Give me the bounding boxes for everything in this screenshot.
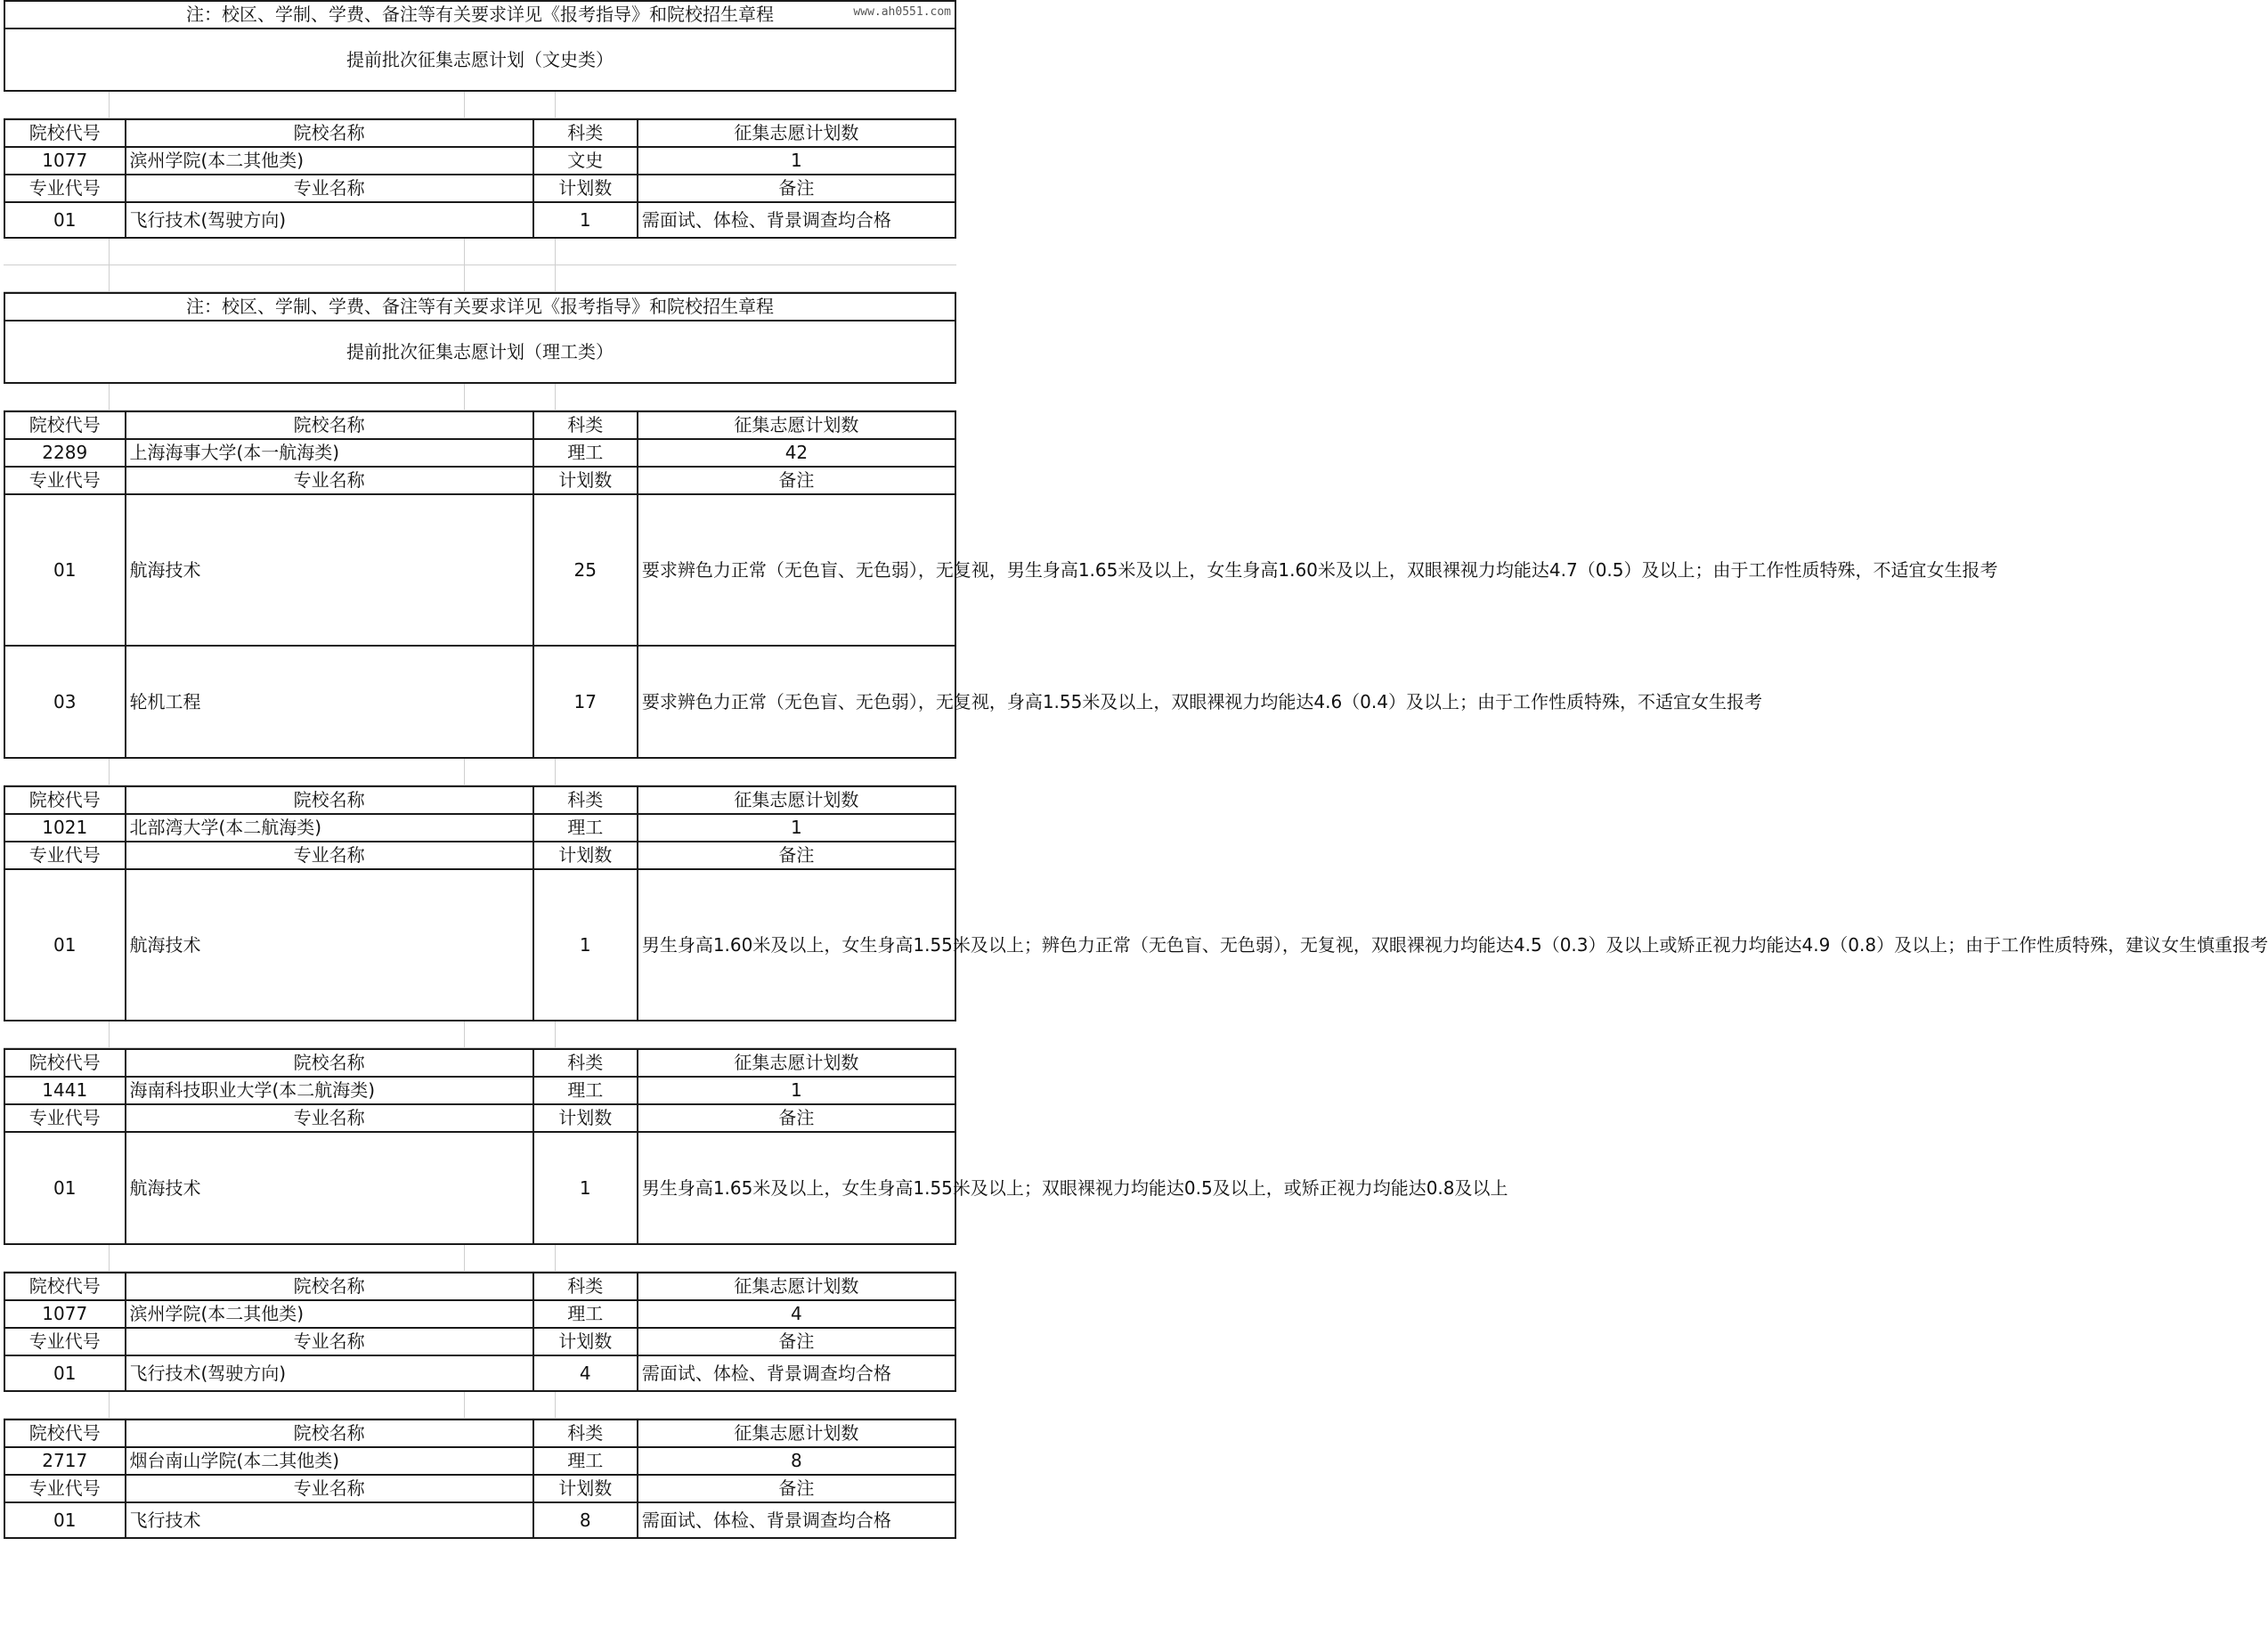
major-code: 03 — [4, 646, 126, 758]
school-code-header: 院校代号 — [4, 1420, 126, 1447]
section-header-table — [4, 0, 956, 92]
remark-header: 备注 — [638, 467, 955, 494]
major-plan-count: 17 — [533, 646, 638, 758]
school-code-header: 院校代号 — [4, 119, 126, 147]
school-name-header: 院校名称 — [126, 1420, 533, 1447]
major-code: 01 — [4, 869, 126, 1021]
major-name: 飞行技术(驾驶方向) — [126, 1355, 533, 1391]
category-header: 科类 — [533, 119, 638, 147]
title-row — [4, 28, 955, 91]
blank-separator-row — [4, 1392, 956, 1419]
blank-separator-row — [4, 239, 956, 265]
school-row — [4, 147, 955, 175]
plan-count-header: 计划数 — [533, 1104, 638, 1132]
school-table — [4, 1272, 956, 1392]
school-header-row — [4, 786, 955, 814]
major-code: 01 — [4, 202, 126, 238]
remark-header: 备注 — [638, 842, 955, 869]
major-plan-count: 8 — [533, 1502, 638, 1538]
major-row — [4, 1355, 955, 1391]
major-name-header: 专业名称 — [126, 1104, 533, 1132]
major-name: 轮机工程 — [126, 646, 533, 758]
school-row — [4, 1447, 955, 1475]
school-plan-total: 42 — [638, 439, 955, 467]
school-name-header: 院校名称 — [126, 411, 533, 439]
school-category: 理工 — [533, 1300, 638, 1328]
major-row — [4, 1502, 955, 1538]
school-name: 海南科技职业大学(本二航海类) — [126, 1077, 533, 1104]
section-note: 注：校区、学制、学费、备注等有关要求详见《报考指导》和院校招生章程 — [4, 293, 955, 321]
school-table — [4, 1048, 1508, 1245]
major-plan-count: 4 — [533, 1355, 638, 1391]
remark-header: 备注 — [638, 1475, 955, 1502]
school-code: 1077 — [4, 1300, 126, 1328]
major-remark: 要求辨色力正常（无色盲、无色弱），无复视，身高1.55米及以上，双眼裸视力均能达4.6（0.4）及以上；由于工作性质特殊，不适宜女生报考 — [638, 646, 955, 758]
school-name: 滨州学院(本二其他类) — [126, 147, 533, 175]
major-header-row — [4, 1328, 955, 1355]
plan-total-header: 征集志愿计划数 — [638, 786, 955, 814]
major-code: 01 — [4, 1132, 126, 1244]
school-name: 烟台南山学院(本二其他类) — [126, 1447, 533, 1475]
school-category: 文史 — [533, 147, 638, 175]
major-code-header: 专业代号 — [4, 842, 126, 869]
plan-total-header: 征集志愿计划数 — [638, 1420, 955, 1447]
school-code: 1021 — [4, 814, 126, 842]
major-name: 航海技术 — [126, 869, 533, 1021]
school-row — [4, 439, 955, 467]
major-code-header: 专业代号 — [4, 175, 126, 202]
school-name: 上海海事大学(本一航海类) — [126, 439, 533, 467]
major-header-row — [4, 1475, 955, 1502]
major-name: 飞行技术 — [126, 1502, 533, 1538]
school-header-row — [4, 1420, 955, 1447]
category-header: 科类 — [533, 786, 638, 814]
school-code-header: 院校代号 — [4, 411, 126, 439]
school-name-header: 院校名称 — [126, 1273, 533, 1300]
school-code: 1441 — [4, 1077, 126, 1104]
school-table — [4, 1419, 956, 1539]
major-code: 01 — [4, 1355, 126, 1391]
blank-separator-row — [4, 1021, 956, 1048]
major-name: 航海技术 — [126, 494, 533, 646]
major-code: 01 — [4, 494, 126, 646]
school-category: 理工 — [533, 814, 638, 842]
major-name-header: 专业名称 — [126, 1328, 533, 1355]
school-table — [4, 785, 2268, 1021]
major-code-header: 专业代号 — [4, 467, 126, 494]
school-category: 理工 — [533, 1077, 638, 1104]
remark-header: 备注 — [638, 1104, 955, 1132]
plan-total-header: 征集志愿计划数 — [638, 1273, 955, 1300]
major-plan-count: 25 — [533, 494, 638, 646]
plan-section — [0, 292, 2268, 1539]
major-plan-count: 1 — [533, 202, 638, 238]
school-name: 北部湾大学(本二航海类) — [126, 814, 533, 842]
major-plan-count: 1 — [533, 1132, 638, 1244]
school-category: 理工 — [533, 1447, 638, 1475]
note-row — [4, 1, 955, 28]
major-name-header: 专业名称 — [126, 467, 533, 494]
section-header-table — [4, 292, 956, 384]
major-row — [4, 869, 955, 1021]
section-title: 提前批次征集志愿计划（文史类） — [4, 28, 955, 91]
school-header-row — [4, 411, 955, 439]
major-plan-count: 1 — [533, 869, 638, 1021]
major-remark: 需面试、体检、背景调查均合格 — [638, 1502, 955, 1538]
major-remark: 需面试、体检、背景调查均合格 — [638, 1355, 955, 1391]
plan-total-header: 征集志愿计划数 — [638, 411, 955, 439]
plan-section — [0, 0, 958, 265]
major-remark: 男生身高1.65米及以上，女生身高1.55米及以上；双眼裸视力均能达0.5及以上，或矫正视力均能达0.8及以上 — [638, 1132, 955, 1244]
school-plan-total: 1 — [638, 147, 955, 175]
major-code: 01 — [4, 1502, 126, 1538]
major-row — [4, 1132, 955, 1244]
category-header: 科类 — [533, 411, 638, 439]
blank-separator-row — [4, 384, 956, 411]
major-name: 航海技术 — [126, 1132, 533, 1244]
plan-count-header: 计划数 — [533, 842, 638, 869]
section-note: 注：校区、学制、学费、备注等有关要求详见《报考指导》和院校招生章程 — [4, 1, 955, 28]
school-category: 理工 — [533, 439, 638, 467]
major-row — [4, 494, 955, 646]
major-row — [4, 202, 955, 238]
school-code-header: 院校代号 — [4, 1273, 126, 1300]
major-name-header: 专业名称 — [126, 842, 533, 869]
school-code-header: 院校代号 — [4, 786, 126, 814]
major-name-header: 专业名称 — [126, 1475, 533, 1502]
school-code: 2289 — [4, 439, 126, 467]
major-header-row — [4, 842, 955, 869]
school-header-row — [4, 1049, 955, 1077]
school-name: 滨州学院(本二其他类) — [126, 1300, 533, 1328]
category-header: 科类 — [533, 1273, 638, 1300]
note-row — [4, 293, 955, 321]
plan-count-header: 计划数 — [533, 1475, 638, 1502]
plan-count-header: 计划数 — [533, 1328, 638, 1355]
major-remark: 要求辨色力正常（无色盲、无色弱），无复视，男生身高1.65米及以上，女生身高1.60米及以上，双眼裸视力均能达4.7（0.5）及以上；由于工作性质特殊，不适宜女生报考 — [638, 494, 955, 646]
major-remark: 男生身高1.60米及以上，女生身高1.55米及以上；辨色力正常（无色盲、无色弱），无复视，双眼裸视力均能达4.5（0.3）及以上或矫正视力均能达4.9（0.8）及以上；由于工作性质特殊，建议女生慎重报考 — [638, 869, 955, 1021]
watermark: www.ah0551.com — [853, 5, 951, 19]
blank-separator-row — [4, 265, 956, 292]
plan-total-header: 征集志愿计划数 — [638, 1049, 955, 1077]
school-row — [4, 814, 955, 842]
school-row — [4, 1077, 955, 1104]
major-name: 飞行技术(驾驶方向) — [126, 202, 533, 238]
major-header-row — [4, 467, 955, 494]
remark-header: 备注 — [638, 175, 955, 202]
major-code-header: 专业代号 — [4, 1328, 126, 1355]
plan-count-header: 计划数 — [533, 175, 638, 202]
school-header-row — [4, 1273, 955, 1300]
major-code-header: 专业代号 — [4, 1475, 126, 1502]
school-row — [4, 1300, 955, 1328]
major-code-header: 专业代号 — [4, 1104, 126, 1132]
school-code: 1077 — [4, 147, 126, 175]
blank-separator-row — [4, 759, 956, 785]
school-header-row — [4, 119, 955, 147]
school-table — [4, 411, 1998, 759]
school-plan-total: 8 — [638, 1447, 955, 1475]
major-name-header: 专业名称 — [126, 175, 533, 202]
section-title: 提前批次征集志愿计划（理工类） — [4, 321, 955, 383]
school-name-header: 院校名称 — [126, 786, 533, 814]
school-code: 2717 — [4, 1447, 126, 1475]
school-name-header: 院校名称 — [126, 119, 533, 147]
school-plan-total: 4 — [638, 1300, 955, 1328]
major-row — [4, 646, 955, 758]
school-code-header: 院校代号 — [4, 1049, 126, 1077]
remark-header: 备注 — [638, 1328, 955, 1355]
major-header-row — [4, 175, 955, 202]
major-remark: 需面试、体检、背景调查均合格 — [638, 202, 955, 238]
category-header: 科类 — [533, 1049, 638, 1077]
plan-total-header: 征集志愿计划数 — [638, 119, 955, 147]
blank-separator-row — [4, 1245, 956, 1272]
plan-count-header: 计划数 — [533, 467, 638, 494]
category-header: 科类 — [533, 1420, 638, 1447]
school-name-header: 院校名称 — [126, 1049, 533, 1077]
school-plan-total: 1 — [638, 1077, 955, 1104]
title-row — [4, 321, 955, 383]
major-header-row — [4, 1104, 955, 1132]
school-table — [4, 118, 956, 239]
school-plan-total: 1 — [638, 814, 955, 842]
blank-separator-row — [4, 92, 956, 118]
